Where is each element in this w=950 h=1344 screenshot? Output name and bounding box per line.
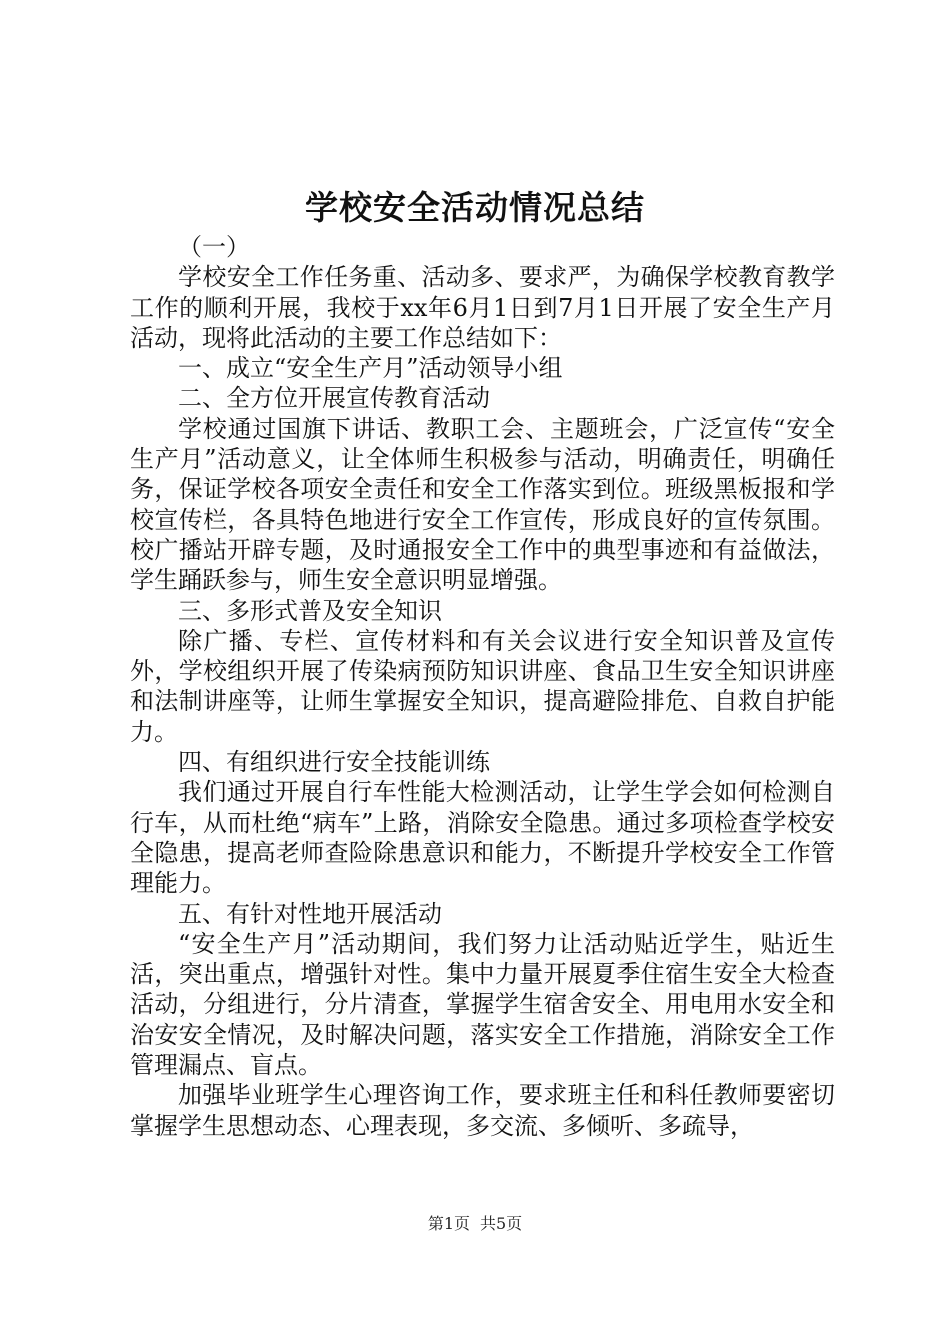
document-body	[130, 232, 835, 1141]
section-4-paragraph: 我们通过开展自行车性能大检测活动，让学生学会如何检测自行车，从而杜绝“病车”上路，消除安全隐患。通过多项检查学校安全隐患，提高老师查险除患意识和能力，不断提升学校安全工作管理能力。	[130, 778, 835, 898]
section-heading-5: 五、有针对性地开展活动	[178, 899, 442, 928]
page-total: 共5页	[480, 1214, 523, 1233]
page-number: 第1页	[427, 1214, 470, 1233]
section-heading-3: 三、多形式普及安全知识	[178, 596, 442, 625]
document-title: 学校安全活动情况总结	[305, 188, 645, 227]
section-5-paragraph: “安全生产月”活动期间，我们努力让活动贴近学生，贴近生活，突出重点，增强针对性。集中力量开展夏季住宿生安全大检查活动，分组进行，分片清查，掌握学生宿舍安全、用电用水安全和治安安全情况，及时解决问题，落实安全工作措施，消除安全工作管理漏点、盲点。	[130, 929, 835, 1080]
section-heading-4: 四、有组织进行安全技能训练	[178, 748, 490, 777]
page-footer	[0, 1214, 950, 1234]
section-3-paragraph: 除广播、专栏、宣传材料和有关会议进行安全知识普及宣传外，学校组织开展了传染病预防知识讲座、食品卫生安全知识讲座和法制讲座等，让师生掌握安全知识，提高避险排危、自救自护能力。	[130, 626, 835, 746]
section-heading-2: 二、全方位开展宣传教育活动	[178, 384, 490, 413]
section-heading-1: 一、成立“安全生产月”活动领导小组	[178, 354, 563, 383]
section-2-paragraph: 学校通过国旗下讲话、教职工会、主题班会，广泛宣传“安全生产月”活动意义，让全体师生积极参与活动，明确责任，明确任务，保证学校各项安全责任和安全工作落实到位。班级黑板报和学校宣传栏，各具特色地进行安全工作宣传，形成良好的宣传氛围。校广播站开辟专题，及时通报安全工作中的典型事迹和有益做法，学生踊跃参与，师生安全意识明显增强。	[130, 414, 835, 595]
section-marker: （一）	[178, 233, 250, 261]
intro-paragraph: 学校安全工作任务重、活动多、要求严，为确保学校教育教学工作的顺利开展，我校于xx年6月1日到7月1日开展了安全生产月活动，现将此活动的主要工作总结如下：	[130, 263, 835, 352]
section-5-paragraph-continued: 加强毕业班学生心理咨询工作，要求班主任和科任教师要密切掌握学生思想动态、心理表现，多交流、多倾听、多疏导，	[130, 1081, 835, 1140]
